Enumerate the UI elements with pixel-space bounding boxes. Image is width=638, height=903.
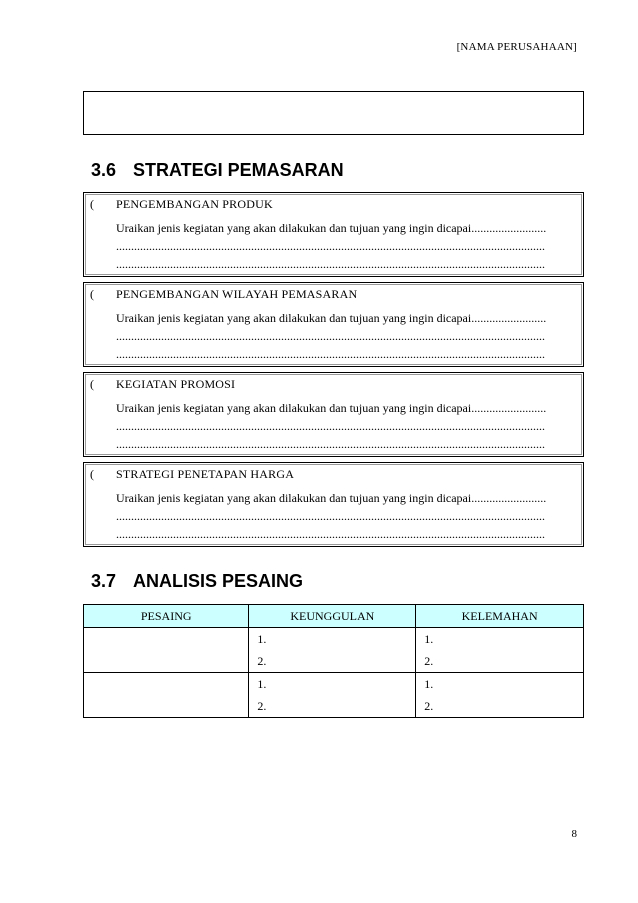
strategy-title: PENGEMBANGAN WILAYAH PEMASARAN [116,287,358,301]
section-number: 3.6 [91,160,117,180]
list-item: 2. [257,654,267,668]
strategy-fill-line: ............................................................................................................................................... [116,257,545,271]
column-header-kelemahan: KELEMAHAN [416,605,584,628]
section-title-pesaing [91,571,303,592]
section-title-strategi [91,160,344,181]
strategy-title: PENGEMBANGAN PRODUK [116,197,273,211]
column-header-keunggulan: KEUNGGULAN [249,605,416,628]
strategy-box-wilayah [83,282,584,367]
strategy-fill-line: ............................................................................................................................................... [116,527,545,541]
page-number: 8 [571,828,577,840]
bullet-icon: ( [90,197,94,211]
strategy-fill-line: ............................................................................................................................................... [116,239,545,253]
competitor-analysis-table [83,604,584,718]
bullet-icon: ( [90,287,94,301]
bullet-icon: ( [90,467,94,481]
section-heading: STRATEGI PEMASARAN [133,160,344,180]
strategy-prompt: Uraikan jenis kegiatan yang akan dilakukan dan tujuan yang ingin dicapai......................... [116,311,547,325]
strategy-box-produk [83,192,584,277]
list-item: 1. [257,632,267,646]
list-item: 2. [424,654,434,668]
list-item: 1. [257,677,267,691]
strategy-prompt: Uraikan jenis kegiatan yang akan dilakukan dan tujuan yang ingin dicapai......................... [116,221,547,235]
strategy-fill-line: ............................................................................................................................................... [116,419,545,433]
column-header-pesaing: PESAING [84,605,249,628]
strategy-box-promosi [83,372,584,457]
list-item: 2. [424,699,434,713]
table-header-row [84,605,584,628]
strategy-fill-line: ............................................................................................................................................... [116,329,545,343]
strategy-box-harga [83,462,584,547]
kelemahan-cell[interactable] [416,628,584,673]
pesaing-cell[interactable] [84,628,249,673]
strategy-fill-line: ............................................................................................................................................... [116,347,545,361]
strategy-prompt: Uraikan jenis kegiatan yang akan dilakukan dan tujuan yang ingin dicapai......................... [116,491,547,505]
bullet-icon: ( [90,377,94,391]
strategy-fill-line: ............................................................................................................................................... [116,509,545,523]
table-row [84,673,584,718]
kelemahan-cell[interactable] [416,673,584,718]
pesaing-cell[interactable] [84,673,249,718]
strategy-title: KEGIATAN PROMOSI [116,377,236,391]
list-item: 2. [257,699,267,713]
section-number: 3.7 [91,571,117,591]
strategy-fill-line: ............................................................................................................................................... [116,437,545,451]
list-item: 1. [424,632,434,646]
strategy-prompt: Uraikan jenis kegiatan yang akan dilakukan dan tujuan yang ingin dicapai......................... [116,401,547,415]
table-row [84,628,584,673]
keunggulan-cell[interactable] [249,628,416,673]
section-heading: ANALISIS PESAING [133,571,304,591]
keunggulan-cell[interactable] [249,673,416,718]
previous-section-box [83,91,584,135]
list-item: 1. [424,677,434,691]
strategy-title: STRATEGI PENETAPAN HARGA [116,467,295,481]
company-name-header: [NAMA PERUSAHAAN] [456,41,577,53]
